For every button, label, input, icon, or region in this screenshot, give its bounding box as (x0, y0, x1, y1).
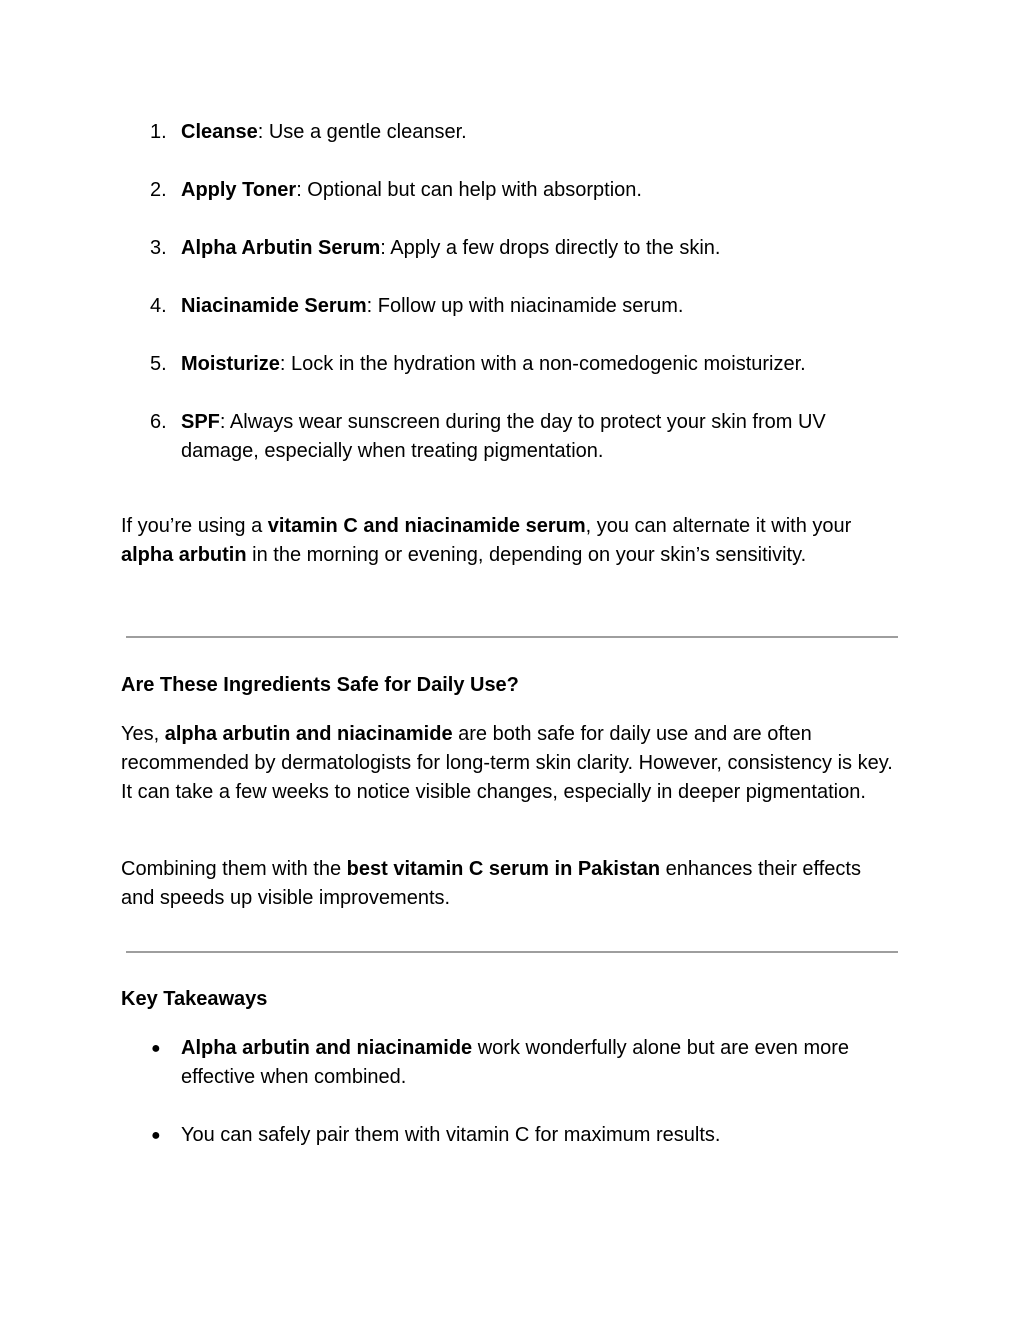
list-item (0, 408, 901, 466)
list-item (0, 234, 901, 263)
bold-run: alpha arbutin (121, 544, 247, 566)
routine-steps-list (0, 118, 1024, 495)
list-item (0, 118, 901, 147)
bullet-icon: ● (151, 1040, 161, 1057)
list-item (0, 350, 901, 379)
step-title: Niacinamide Serum (181, 295, 367, 317)
step-title: Apply Toner (181, 179, 297, 201)
step-title: Moisturize (181, 353, 280, 375)
alternate-paragraph (121, 512, 901, 570)
step-text: : Use a gentle cleanser. (257, 121, 467, 143)
horizontal-divider (126, 951, 898, 953)
list-number: 2. (150, 179, 167, 201)
step-text: : Lock in the hydration with a non-comedogenic moisturizer. (279, 353, 806, 375)
section-heading-safety: Are These Ingredients Safe for Daily Use? (121, 674, 519, 696)
step-text: : Follow up with niacinamide serum. (366, 295, 684, 317)
bold-run: Alpha arbutin and niacinamide (181, 1037, 473, 1059)
safety-paragraph (121, 720, 901, 807)
bold-run: best vitamin C serum in Pakistan (346, 858, 661, 880)
text-run: work wonderfully alone but are even more effective when combined. (181, 1037, 850, 1088)
list-number: 4. (150, 295, 167, 317)
text-run: in the morning or evening, depending on your skin’s sensitivity. (246, 544, 807, 566)
step-text: : Apply a few drops directly to the skin. (380, 237, 721, 259)
step-title: SPF (181, 411, 220, 433)
step-title: Alpha Arbutin Serum (181, 237, 381, 259)
text-run: , you can alternate it with your (585, 515, 852, 537)
list-item (0, 1034, 881, 1092)
bullet-icon: ● (151, 1127, 161, 1144)
combining-paragraph (121, 855, 881, 913)
section-heading-key-takeaways: Key Takeaways (121, 988, 268, 1010)
text-run: enhances their effects and speeds up visible improvements. (121, 858, 861, 909)
text-run: You can safely pair them with vitamin C for maximum results. (181, 1124, 721, 1146)
step-text: : Optional but can help with absorption. (296, 179, 642, 201)
list-number: 5. (150, 353, 167, 375)
list-number: 3. (150, 237, 167, 259)
step-text: : Always wear sunscreen during the day to protect your skin from UV damage, especially when treating pigmentation. (181, 411, 826, 462)
text-run: Yes, (121, 723, 165, 745)
bold-run: vitamin C and niacinamide serum (267, 515, 586, 537)
horizontal-divider (126, 636, 898, 638)
text-run: Combining them with the (121, 858, 347, 880)
list-item (0, 1121, 881, 1150)
list-number: 6. (150, 411, 167, 433)
bold-run: alpha arbutin and niacinamide (164, 723, 453, 745)
text-run: are both safe for daily use and are often recommended by dermatologists for long-term skin clarity. However, consistency is key. It can take a few weeks to notice visible changes, especially in deeper pigmentation. (121, 723, 893, 803)
list-item (0, 292, 901, 321)
step-title: Cleanse (181, 121, 258, 143)
text-run: If you’re using a (121, 515, 268, 537)
list-item (0, 176, 901, 205)
list-number: 1. (150, 121, 167, 143)
key-takeaways-list (0, 1034, 1024, 1179)
